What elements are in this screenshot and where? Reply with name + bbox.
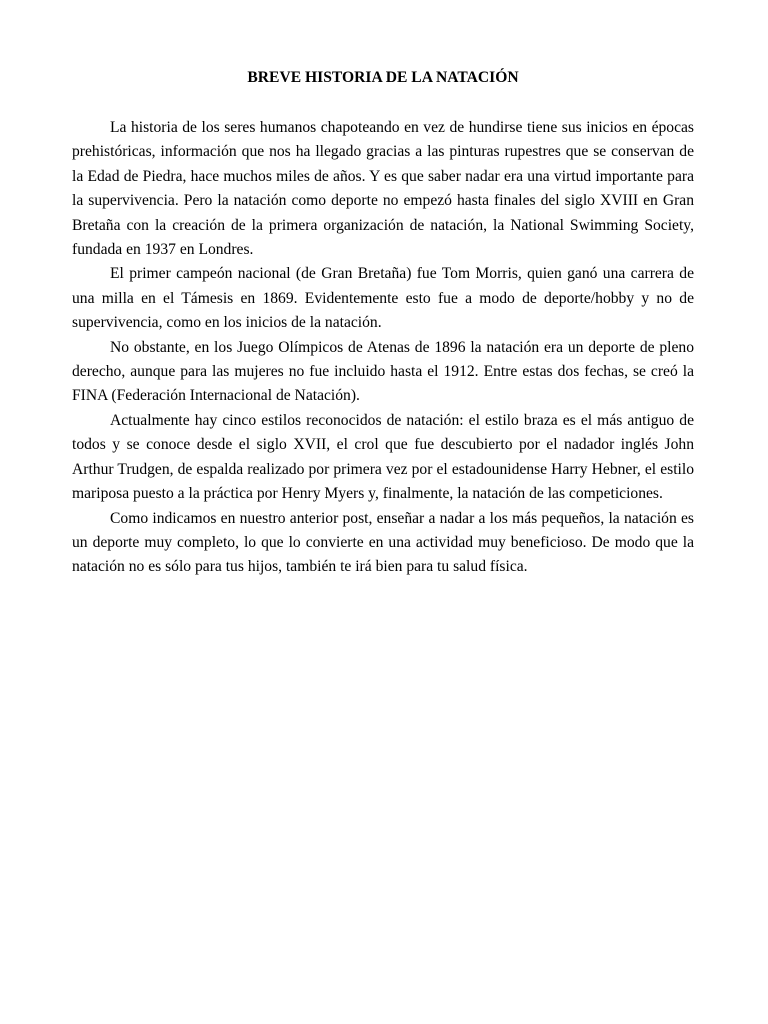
- paragraph-5: Como indicamos en nuestro anterior post, enseñar a nadar a los más pequeños, la natación es un deporte muy completo, lo que lo convierte en una actividad muy beneficioso. De modo que la natación no es sólo para tus hijos, también te irá bien para tu salud física.: [72, 509, 694, 576]
- document-body: [72, 116, 694, 580]
- document-title: BREVE HISTORIA DE LA NATACIÓN: [247, 69, 519, 86]
- paragraph-2: El primer campeón nacional (de Gran Bretaña) fue Tom Morris, quien ganó una carrera de una milla en el Támesis en 1869. Evidentemente esto fue a modo de deporte/hobby y no de supervivencia, como en los inicios de la natación.: [72, 265, 694, 332]
- paragraph-3: No obstante, en los Juego Olímpicos de Atenas de 1896 la natación era un deporte de pleno derecho, aunque para las mujeres no fue incluido hasta el 1912. Entre estas dos fechas, se creó la FINA (Federación Internacional de Natación).: [72, 338, 694, 405]
- paragraph-1: La historia de los seres humanos chapoteando en vez de hundirse tiene sus inicios en épocas prehistóricas, información que nos ha llegado gracias a las pinturas rupestres que se conservan de la Edad de Piedra, hace muchos miles de años. Y es que saber nadar era una virtud importante para la supervivencia. Pero la natación como deporte no empezó hasta finales del siglo XVIII en Gran Bretaña con la creación de la primera organización de natación, la National Swimming Society, fundada en 1937 en Londres.: [72, 119, 694, 259]
- paragraph-4: Actualmente hay cinco estilos reconocidos de natación: el estilo braza es el más antiguo de todos y se conoce desde el siglo XVII, el crol que fue descubierto por el nadador inglés John Arthur Trudgen, de espalda realizado por primera vez por el estadounidense Harry Hebner, el estilo mariposa puesto a la práctica por Henry Myers y, finalmente, la natación de las competiciones.: [72, 411, 694, 503]
